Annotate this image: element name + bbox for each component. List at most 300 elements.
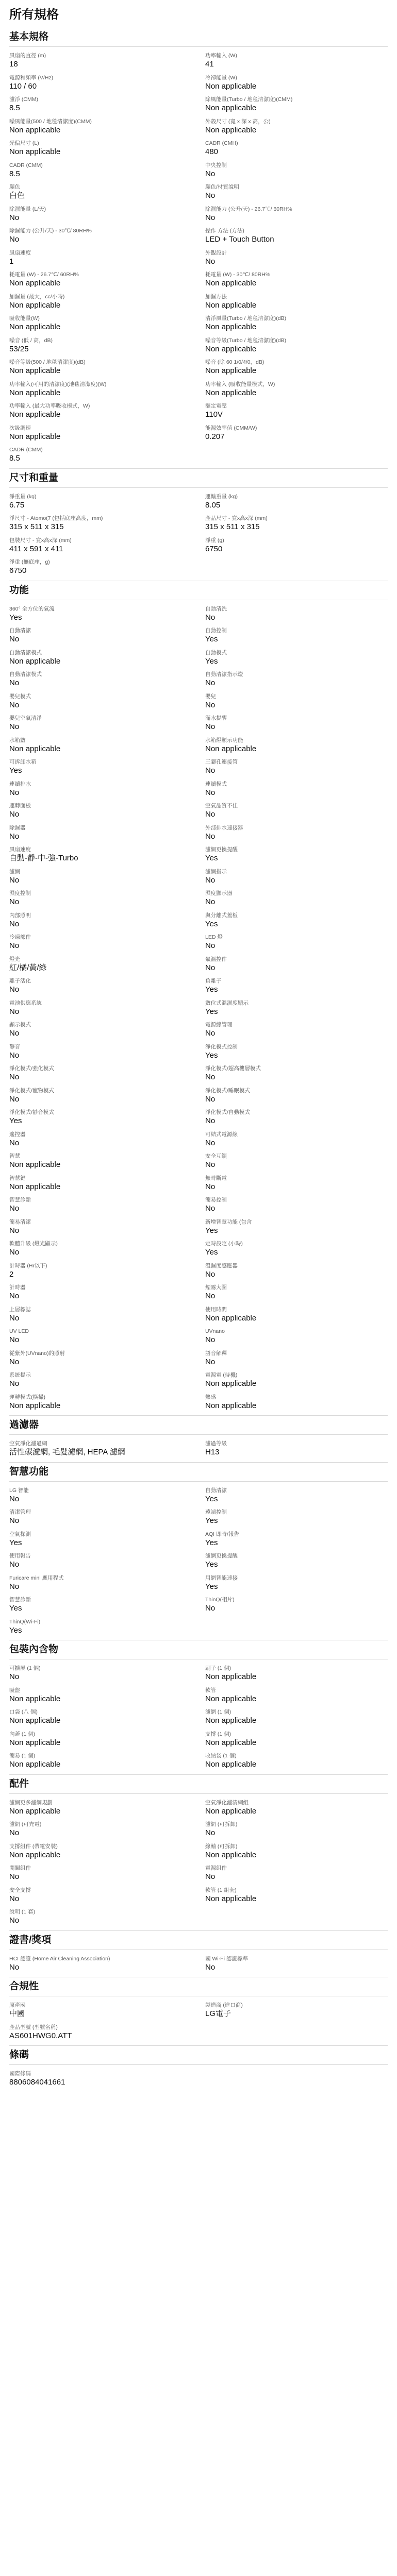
spec-value: 18 <box>9 60 18 69</box>
spec-item <box>9 1394 192 1416</box>
spec-grid <box>9 1435 388 1462</box>
spec-label: 刷子 (1 個) <box>205 1665 231 1671</box>
spec-item <box>205 846 388 868</box>
spec-label: 濾網 <box>9 868 20 875</box>
spec-value: Yes <box>9 1604 22 1613</box>
spec-item <box>9 2002 192 2024</box>
spec-section <box>9 469 388 581</box>
spec-item <box>9 1618 192 1640</box>
spec-value: No <box>9 722 20 731</box>
spec-item <box>205 977 388 999</box>
spec-value: 6750 <box>9 566 27 575</box>
spec-item <box>205 1887 388 1909</box>
spec-item <box>205 1596 388 1618</box>
spec-label: 燈光 <box>9 956 20 962</box>
spec-item <box>205 737 388 759</box>
spec-section <box>9 1775 388 1931</box>
spec-label: 除濕能力 (公升/天) - 30℃/ 80RH% <box>9 228 92 234</box>
spec-grid <box>9 600 388 1416</box>
spec-item <box>205 1043 388 1065</box>
spec-value: Yes <box>205 1516 218 1525</box>
spec-value: Yes <box>205 1582 218 1591</box>
spec-value: No <box>205 766 216 775</box>
spec-label: 淨化模式/超高樓層模式 <box>205 1065 261 1072</box>
spec-label: 上層標誌 <box>9 1306 31 1313</box>
spec-label: 耗電量 (W) - 26.7℃/ 60RH% <box>9 272 79 278</box>
spec-label: 內蓋 (1 個) <box>9 1731 36 1737</box>
spec-value: No <box>9 832 20 841</box>
spec-label: 中央控制 <box>205 162 227 168</box>
spec-label: 除濕能力 (公升/天) - 26.7℃/ 60RH% <box>205 206 292 212</box>
spec-item <box>205 715 388 737</box>
spec-label: 熱感 <box>205 1394 216 1400</box>
spec-item <box>9 293 192 315</box>
spec-item <box>205 402 388 425</box>
spec-value: No <box>9 897 20 906</box>
spec-item <box>9 1306 192 1328</box>
spec-item <box>9 337 192 359</box>
spec-label: 顏色 <box>9 184 20 190</box>
spec-label: 清淨風量(Turbo / 地毯清潔度)(dB) <box>205 315 287 321</box>
spec-label: 內部照明 <box>9 912 31 919</box>
spec-value: 6.75 <box>9 500 25 510</box>
spec-value: Non applicable <box>205 1806 257 1816</box>
spec-label: 淨化模式/強化模式 <box>9 1065 54 1072</box>
spec-section <box>9 1416 388 1463</box>
spec-value: Yes <box>205 1226 218 1235</box>
spec-value: No <box>205 832 216 841</box>
spec-label: 嬰兒模式 <box>9 693 31 700</box>
spec-item <box>205 934 388 956</box>
spec-label: 嬰兒空氣清淨 <box>9 715 42 721</box>
spec-label: 功率輸入 (吸收能量模式，W) <box>205 381 275 387</box>
spec-label: 噪音 (低 / 高，dB) <box>9 337 53 344</box>
spec-value: No <box>9 1138 20 1147</box>
spec-value: Non applicable <box>9 656 61 666</box>
spec-item <box>9 977 192 999</box>
spec-label: 電源線管理 <box>205 1022 233 1028</box>
spec-item <box>205 140 388 162</box>
spec-label: 支撐組件 (帶電安裝) <box>9 1843 58 1850</box>
spec-value: No <box>9 1916 20 1925</box>
spec-item <box>9 558 192 581</box>
spec-value: 1 <box>9 257 14 266</box>
spec-value: Yes <box>9 1116 22 1125</box>
spec-item <box>9 1552 192 1574</box>
spec-item <box>9 934 192 956</box>
spec-value: 0.207 <box>205 432 225 441</box>
spec-value: No <box>205 1872 216 1881</box>
spec-label: 冷凍部件 <box>9 934 31 940</box>
spec-label: 自動清潔模式 <box>9 671 42 677</box>
spec-value: 110 / 60 <box>9 81 37 91</box>
spec-item <box>205 1731 388 1753</box>
spec-value: Non applicable <box>9 1760 61 1769</box>
spec-section <box>9 2046 388 2092</box>
spec-item <box>205 802 388 824</box>
spec-label: 線軸 (可拆卸) <box>205 1843 238 1850</box>
spec-label: 淨重量 (kg) <box>9 493 37 500</box>
spec-section <box>9 28 388 469</box>
spec-item <box>9 1821 192 1843</box>
spec-item <box>9 515 192 537</box>
spec-label: 簡易 (1 個) <box>9 1753 36 1759</box>
spec-label: 濾網 (可拆卸) <box>205 1821 238 1827</box>
spec-item <box>205 1665 388 1687</box>
spec-label: UV LED <box>9 1328 29 1334</box>
spec-item <box>9 846 192 868</box>
spec-label: 可結式電源線 <box>205 1131 238 1138</box>
spec-value: Yes <box>9 766 22 775</box>
spec-value: No <box>9 1894 20 1903</box>
spec-item <box>9 1687 192 1709</box>
spec-label: UVnano <box>205 1328 225 1334</box>
spec-value: No <box>9 1962 20 1972</box>
spec-label: 無時斷電 <box>205 1175 227 1181</box>
spec-value: Non applicable <box>9 366 61 375</box>
spec-label: ThinQ(相片) <box>205 1597 235 1603</box>
spec-item <box>9 956 192 978</box>
spec-label: 連續排水 <box>9 781 31 787</box>
spec-item <box>9 446 192 468</box>
spec-item <box>205 183 388 206</box>
spec-value: 8.5 <box>9 169 20 178</box>
spec-item <box>205 1306 388 1328</box>
spec-value: No <box>205 1292 216 1300</box>
spec-label: 自動清潔模式 <box>9 649 42 656</box>
spec-value: 自動-靜-中-強-Turbo <box>9 854 78 862</box>
spec-label: 軟體升級 (燈光顯示) <box>9 1241 58 1247</box>
spec-item <box>9 1799 192 1821</box>
spec-item <box>9 1531 192 1553</box>
spec-value: LG電子 <box>205 2009 231 2018</box>
spec-value: No <box>9 1357 20 1366</box>
spec-value: No <box>9 635 20 643</box>
spec-label: 使用報告 <box>9 1553 31 1559</box>
spec-item <box>9 183 192 206</box>
spec-item <box>205 912 388 934</box>
spec-item <box>9 271 192 293</box>
spec-item <box>205 605 388 628</box>
spec-value: 53/25 <box>9 344 29 353</box>
spec-item <box>205 758 388 781</box>
spec-item <box>205 381 388 403</box>
spec-value: No <box>205 613 216 622</box>
spec-item <box>9 74 192 96</box>
spec-item <box>205 1153 388 1175</box>
spec-item <box>205 890 388 912</box>
spec-label: 氣溫控件 <box>205 956 227 962</box>
spec-value: No <box>205 1182 216 1191</box>
spec-label: 煙霧大圖 <box>205 1284 227 1291</box>
spec-label: 能源效率值 (CMM/W) <box>205 425 257 431</box>
spec-value: 中國 <box>9 2009 25 2018</box>
spec-value: No <box>9 1248 20 1257</box>
spec-item <box>9 1865 192 1887</box>
spec-item <box>9 715 192 737</box>
spec-label: 用網智能連接 <box>205 1574 238 1581</box>
spec-item <box>9 118 192 140</box>
spec-item <box>9 96 192 118</box>
spec-value: No <box>9 1335 20 1344</box>
spec-label: 濕度控制 <box>9 890 31 896</box>
spec-item <box>205 1509 388 1531</box>
spec-value: No <box>205 1962 216 1972</box>
spec-value: 8.05 <box>205 500 221 510</box>
spec-value: No <box>9 700 20 709</box>
spec-value: Non applicable <box>205 344 257 353</box>
spec-item <box>9 1843 192 1865</box>
spec-value: Non applicable <box>205 323 257 331</box>
spec-value: No <box>9 1073 20 1081</box>
section-title: 尺寸和重量 <box>9 469 388 488</box>
spec-label: 產品尺寸 - 寬x高x深 (mm) <box>205 515 268 521</box>
spec-label: 風扇速度 <box>9 249 31 256</box>
spec-value: Non applicable <box>205 104 257 112</box>
section-title: 證書/獎項 <box>9 1931 388 1950</box>
spec-value: Yes <box>9 1538 22 1547</box>
spec-value: No <box>9 1007 20 1016</box>
section-title: 功能 <box>9 581 388 600</box>
spec-item <box>205 649 388 671</box>
spec-value: Non applicable <box>9 1806 61 1816</box>
spec-value: 白色 <box>9 191 25 200</box>
spec-label: 滿水提醒 <box>205 715 227 721</box>
spec-value: No <box>205 257 216 266</box>
spec-item <box>9 227 192 249</box>
spec-value: No <box>205 169 216 178</box>
spec-item <box>9 1955 192 1977</box>
spec-value: AS601HWG0.ATT <box>9 2031 72 2040</box>
spec-label: 淨化模式控制 <box>205 1043 238 1050</box>
spec-item <box>9 671 192 693</box>
spec-item <box>9 1509 192 1531</box>
spec-value: No <box>205 963 216 972</box>
spec-item <box>205 1487 388 1509</box>
spec-value: Non applicable <box>205 300 257 310</box>
spec-label: 加濕方法 <box>205 293 227 300</box>
spec-value: No <box>9 1029 20 1038</box>
spec-value: No <box>9 1313 20 1323</box>
spec-item <box>205 118 388 140</box>
spec-item <box>9 1908 192 1930</box>
spec-item <box>205 2002 388 2024</box>
spec-value: Non applicable <box>9 1738 61 1747</box>
spec-grid <box>9 1996 388 2045</box>
section-title: 合規性 <box>9 1977 388 1996</box>
spec-value: No <box>9 1094 20 1104</box>
spec-value: No <box>9 1872 20 1881</box>
spec-label: 可擴展 (1 個) <box>9 1665 41 1671</box>
spec-item <box>9 1574 192 1597</box>
spec-label: 濾網 (1 個) <box>205 1709 231 1715</box>
spec-item <box>9 802 192 824</box>
spec-label: 濾網指示 <box>205 868 227 875</box>
spec-value: Yes <box>205 1248 218 1257</box>
spec-label: 靜音 <box>9 1043 20 1050</box>
spec-item <box>9 1240 192 1262</box>
section-title: 條碼 <box>9 2046 388 2065</box>
spec-value: Non applicable <box>205 1694 257 1703</box>
spec-label: 自動清潔 <box>9 628 31 634</box>
spec-item <box>205 515 388 537</box>
spec-value: No <box>9 1292 20 1300</box>
spec-value: Non applicable <box>9 1160 61 1169</box>
spec-value: No <box>9 1494 20 1503</box>
spec-label: LED 燈 <box>205 934 223 940</box>
spec-grid <box>9 488 388 581</box>
spec-item <box>9 693 192 715</box>
spec-label: 空氣淨化濾過網 <box>9 1440 47 1447</box>
spec-label: 額定電壓 <box>205 403 227 409</box>
spec-label: HCI 認證 (Home Air Cleaning Association) <box>9 1955 110 1962</box>
spec-item <box>9 1328 192 1350</box>
spec-item <box>9 1665 192 1687</box>
spec-label: 冷卻能量 (W) <box>205 74 237 81</box>
spec-value: Yes <box>205 635 218 643</box>
spec-value: 411 x 591 x 411 <box>9 544 63 553</box>
spec-item <box>9 1131 192 1153</box>
section-title: 配件 <box>9 1775 388 1794</box>
spec-item <box>9 1175 192 1197</box>
spec-value: No <box>9 941 20 950</box>
spec-item <box>205 271 388 293</box>
spec-item <box>205 1175 388 1197</box>
spec-item <box>9 1218 192 1241</box>
spec-value: No <box>205 1073 216 1081</box>
spec-value: No <box>9 810 20 819</box>
spec-value: Non applicable <box>9 1716 61 1725</box>
spec-value: Non applicable <box>9 323 61 331</box>
spec-label: 產品型號 (型號名稱) <box>9 2024 58 2030</box>
spec-item <box>9 1262 192 1284</box>
spec-value: Non applicable <box>205 388 257 397</box>
spec-label: 與分離式蓋板 <box>205 912 238 919</box>
spec-value: H13 <box>205 1448 220 1456</box>
spec-label: 功率輸入 (最大功率吸收模式，W) <box>9 403 90 409</box>
spec-value: Non applicable <box>9 432 61 441</box>
spec-label: 360° 全方位的氣流 <box>9 605 55 612</box>
spec-item <box>9 1596 192 1618</box>
spec-label: 運轉模式(橫掃) <box>9 1394 45 1400</box>
spec-label: 電池供應系統 <box>9 999 42 1006</box>
spec-value: No <box>9 679 20 687</box>
spec-item <box>205 52 388 74</box>
spec-item <box>9 140 192 162</box>
spec-item <box>9 537 192 559</box>
spec-label: 淨化模式/寵物模式 <box>9 1087 54 1094</box>
spec-label: 自動控制 <box>205 628 227 634</box>
spec-label: 功率輸入(可用的清潔度)(地毯清潔度)(W) <box>9 381 107 387</box>
spec-value: No <box>205 1160 216 1169</box>
spec-value: Non applicable <box>205 1738 257 1747</box>
spec-item <box>9 627 192 649</box>
spec-value: Yes <box>205 656 218 666</box>
spec-label: 空氣品質不佳 <box>205 803 238 809</box>
spec-item <box>205 1371 388 1394</box>
spec-label: 智慧 <box>9 1153 20 1159</box>
spec-label: 操作 方法 (方法) <box>205 228 244 234</box>
spec-grid <box>9 2065 388 2092</box>
spec-value: No <box>9 875 20 885</box>
spec-label: 電源和頻率 (V/Hz) <box>9 74 54 81</box>
spec-label: 自動清潔指示燈 <box>205 671 243 677</box>
spec-item <box>205 206 388 228</box>
spec-section <box>9 1977 388 2046</box>
spec-label: 軟管 (1 組套) <box>205 1887 237 1893</box>
spec-item <box>205 1531 388 1553</box>
spec-item <box>9 1284 192 1306</box>
spec-label: 口袋 (八 個) <box>9 1709 38 1715</box>
spec-grid <box>9 47 388 468</box>
spec-value: No <box>205 1335 216 1344</box>
spec-label: 淨化模式/靜音模式 <box>9 1109 54 1115</box>
spec-label: 風扇的直徑 (m) <box>9 53 46 59</box>
spec-section <box>9 581 388 1416</box>
spec-label: 連續模式 <box>205 781 227 787</box>
spec-sections <box>9 28 388 2092</box>
spec-value: No <box>9 1672 20 1681</box>
spec-label: 智慧鍵 <box>9 1175 26 1181</box>
spec-label: 電源組件 <box>205 1865 227 1871</box>
spec-item <box>9 1440 192 1462</box>
spec-value: 紅/橘/黃/綠 <box>9 963 47 972</box>
spec-item <box>205 999 388 1022</box>
spec-value: Non applicable <box>205 125 257 134</box>
section-title: 包裝內含物 <box>9 1640 388 1659</box>
spec-label: 新增智慧功能 (包含 <box>205 1218 252 1225</box>
spec-item <box>205 671 388 693</box>
spec-label: 軟管 <box>205 1687 216 1693</box>
spec-value: No <box>205 1269 216 1279</box>
spec-section <box>9 1931 388 1978</box>
spec-label: 可拆卸水箱 <box>9 759 37 765</box>
spec-label: 濾淨 (CMM) <box>9 96 38 103</box>
spec-item <box>9 824 192 846</box>
spec-item <box>205 1687 388 1709</box>
spec-value: Non applicable <box>205 1672 257 1681</box>
spec-label: 嬰兒 <box>205 693 216 700</box>
spec-label: 收納袋 (1 個) <box>205 1753 237 1759</box>
spec-value: 6750 <box>205 544 223 553</box>
spec-value: No <box>205 897 216 906</box>
spec-value: No <box>205 1204 216 1213</box>
spec-item <box>205 1752 388 1774</box>
spec-value: No <box>205 1029 216 1038</box>
spec-item <box>9 737 192 759</box>
spec-value: Yes <box>9 613 22 622</box>
spec-label: 自動清洗 <box>205 605 227 612</box>
spec-item <box>205 1218 388 1241</box>
spec-item <box>205 1394 388 1416</box>
spec-item <box>205 337 388 359</box>
spec-label: 遠端控制 <box>205 1509 227 1515</box>
spec-value: Non applicable <box>9 744 61 753</box>
spec-label: 電源電 (待機) <box>205 1372 238 1378</box>
spec-label: 遙控器 <box>9 1131 26 1138</box>
spec-value: No <box>9 1050 20 1060</box>
spec-item <box>205 162 388 184</box>
spec-value: Non applicable <box>205 1716 257 1725</box>
spec-item <box>205 627 388 649</box>
spec-item <box>9 206 192 228</box>
spec-item <box>205 1196 388 1218</box>
spec-value: Non applicable <box>205 366 257 375</box>
spec-value: No <box>205 722 216 731</box>
spec-value: No <box>9 1226 20 1235</box>
spec-value: Yes <box>205 854 218 862</box>
spec-value: No <box>205 1116 216 1125</box>
